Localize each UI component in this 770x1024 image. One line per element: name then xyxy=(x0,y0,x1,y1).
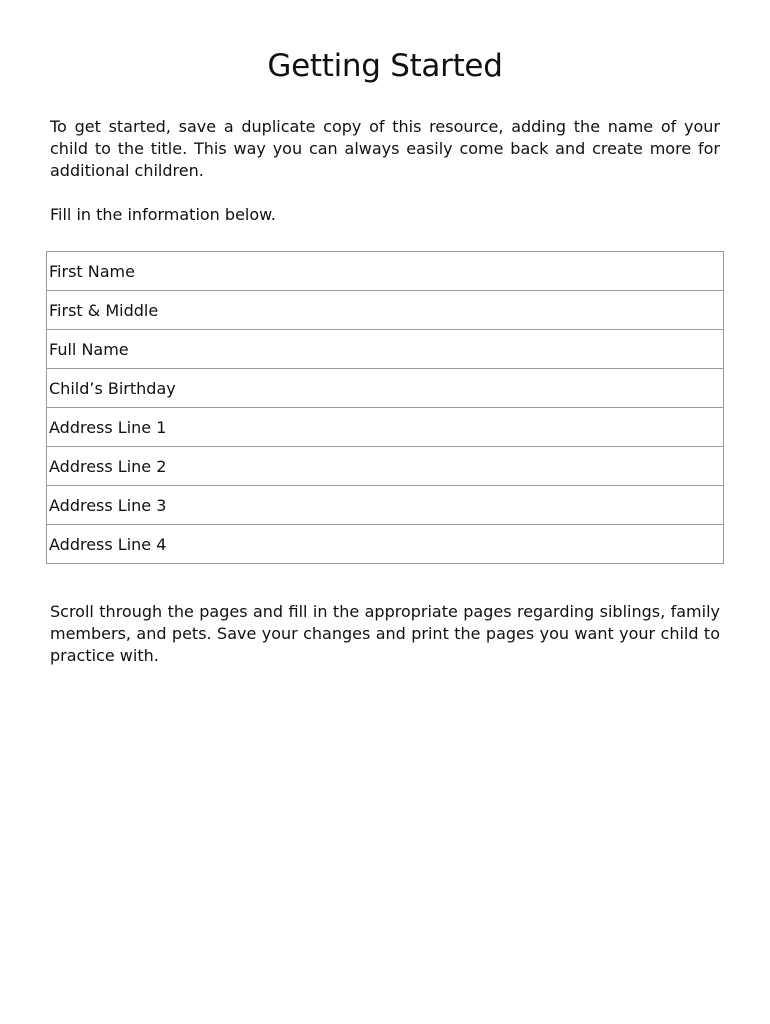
form-row-address-4[interactable] xyxy=(47,525,724,564)
form-field-label: Address Line 4 xyxy=(49,534,167,554)
info-form-table xyxy=(46,251,724,564)
form-field-birthday[interactable] xyxy=(47,369,724,408)
form-field-label: Child’s Birthday xyxy=(49,378,176,398)
form-row-first-name[interactable] xyxy=(47,252,724,291)
fill-instruction: Fill in the information below. xyxy=(50,205,276,224)
form-field-address-1[interactable] xyxy=(47,408,724,447)
form-row-first-middle[interactable] xyxy=(47,291,724,330)
form-field-first-name[interactable] xyxy=(47,252,724,291)
form-field-label: Address Line 3 xyxy=(49,495,167,515)
outro-paragraph: Scroll through the pages and fill in the appropriate pages regarding siblings, family members, and pets. Save your changes and print the pages you want your child to practice with. xyxy=(50,602,720,665)
form-field-label: Address Line 1 xyxy=(49,417,167,437)
form-row-birthday[interactable] xyxy=(47,369,724,408)
page-title: Getting Started xyxy=(267,48,503,84)
form-field-label: Full Name xyxy=(49,339,129,359)
form-field-address-3[interactable] xyxy=(47,486,724,525)
form-row-address-3[interactable] xyxy=(47,486,724,525)
form-field-label: Address Line 2 xyxy=(49,456,167,476)
form-row-address-1[interactable] xyxy=(47,408,724,447)
form-row-address-2[interactable] xyxy=(47,447,724,486)
form-row-full-name[interactable] xyxy=(47,330,724,369)
form-field-address-2[interactable] xyxy=(47,447,724,486)
form-field-label: First & Middle xyxy=(49,300,159,320)
form-field-address-4[interactable] xyxy=(47,525,724,564)
form-field-label: First Name xyxy=(49,261,135,281)
form-field-first-middle[interactable] xyxy=(47,291,724,330)
form-field-full-name[interactable] xyxy=(47,330,724,369)
intro-paragraph: To get started, save a duplicate copy of this resource, adding the name of your child to the title. This way you can always easily come back and create more for additional children. xyxy=(50,117,720,180)
